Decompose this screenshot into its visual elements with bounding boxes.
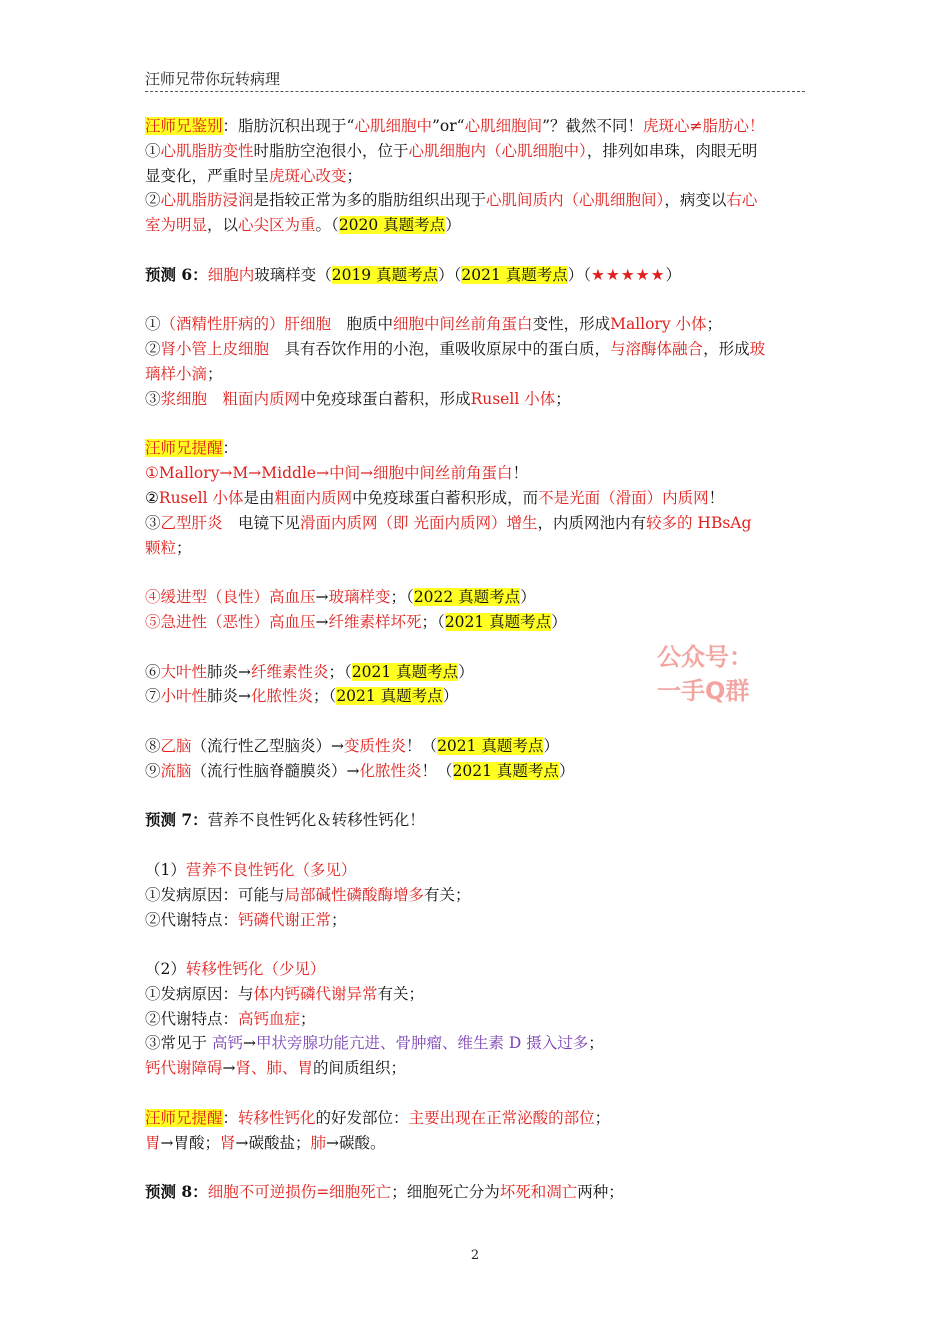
prediction-6-item-1: ①（酒精性肝病的）肝细胞 胞质中细胞中间丝前角蛋白变性，形成Mallory 小体； — [145, 315, 723, 334]
calcification-reminder-line-2: 胃→胃酸；肾→碳酸盐；肺→碳酸。 — [145, 1133, 386, 1152]
dystrophic-cause: ①发病原因：可能与局部碱性磷酸酶增多有关； — [145, 885, 471, 904]
reminder-line-3: ③乙型肝炎 电镜下见滑面内质网（即 光面内质网）增生，内质网池内有较多的 HBsAg — [145, 513, 752, 532]
note-label: 汪师兄提醒 — [145, 439, 223, 458]
exam-tag: 2021 真题考点 — [461, 265, 568, 284]
exam-tag: 2021 真题考点 — [351, 662, 459, 681]
prediction-6-item-3: ③浆细胞 粗面内质网中免疫球蛋白蓄积，形成Rusell 小体； — [145, 389, 571, 408]
exam-tag: 2021 真题考点 — [437, 736, 544, 755]
encephalitis-line: ⑧乙脑（流行性乙型脑炎）→变质性炎！（2021 真题考点） — [145, 736, 559, 755]
meningitis-line: ⑨流脑（流行性脑脊髓膜炎）→化脓性炎！（2021 真题考点） — [145, 761, 575, 780]
metastatic-sites: 钙代谢障碍→肾、肺、胃的间质组织； — [145, 1059, 407, 1078]
note-label: 汪师兄鉴别 — [145, 117, 223, 135]
reminder-title: 汪师兄提醒： — [145, 439, 239, 458]
metastatic-cause: ①发病原因：与体内钙磷代谢异常有关； — [145, 984, 425, 1003]
prediction-6-item-2: ②肾小管上皮细胞 具有吞饮作用的小泡，重吸收原尿中的蛋白质，与溶酶体融合，形成玻 — [145, 340, 766, 359]
exam-tag: 2021 真题考点 — [452, 761, 559, 780]
exam-tag: 2021 真题考点 — [336, 687, 443, 706]
metastatic-calcification-heading: （2）转移性钙化（少见） — [145, 960, 326, 979]
star-rating: ★★★★★ — [591, 265, 666, 284]
identify-line-5: 室为明显，以心尖区为重。（2020 真题考点） — [145, 216, 461, 235]
watermark: 公众号： 一手Q群 — [657, 643, 753, 705]
prediction-7-title: 预测 7：营养不良性钙化＆转移性钙化！ — [145, 810, 425, 830]
hypertension-malignant-line: ⑤急进性（恶性）高血压→纤维素样坏死；（2021 真题考点） — [145, 612, 567, 631]
page-header: 汪师兄带你玩转病理 — [145, 70, 281, 88]
hypertension-benign-line: ④缓进型（良性）高血压→玻璃样变；（2022 真题考点） — [145, 588, 536, 607]
prediction-8-title: 预测 8：细胞不可逆损伤=细胞死亡；细胞死亡分为坏死和凋亡两种； — [145, 1182, 624, 1202]
identify-line-2: ①心肌脂肪变性时脂肪空泡很小，位于心肌细胞内（心肌细胞中），排列如串珠，肉眼无明 — [145, 141, 758, 160]
note-label: 汪师兄提醒 — [145, 1108, 223, 1127]
identify-line-4: ②心肌脂肪浸润是指较正常为多的脂肪组织出现于心肌间质内（心肌细胞间），病变以右心 — [145, 191, 758, 210]
dystrophic-calcification-heading: （1）营养不良性钙化（多见） — [145, 860, 357, 879]
identify-line-1: 汪师兄鉴别：脂肪沉积出现于“心肌细胞中”or“心肌细胞间”？截然不同！虎斑心≠脂肪心！ — [145, 117, 765, 135]
header-divider — [145, 91, 805, 92]
identify-line-3: 显变化，严重时呈虎斑心改变； — [145, 166, 363, 185]
metastatic-common-causes: ③常见于 高钙→甲状旁腺功能亢进、骨肿瘤、维生素 D 摄入过多； — [145, 1034, 604, 1053]
exam-tag: 2022 真题考点 — [413, 588, 521, 607]
reminder-line-3-cont: 颗粒； — [145, 538, 192, 557]
prediction-6-item-2-cont: 璃样小滴； — [145, 364, 223, 383]
exam-tag: 2020 真题考点 — [338, 216, 446, 235]
page-number: 2 — [470, 1248, 480, 1263]
dystrophic-metabolism: ②代谢特点：钙磷代谢正常； — [145, 910, 347, 929]
lobar-pneumonia-line: ⑥大叶性肺炎→纤维素性炎；（2021 真题考点） — [145, 662, 474, 681]
reminder-line-1: ①Mallory→M→Middle→中间→细胞中间丝前角蛋白！ — [145, 464, 529, 483]
exam-tag: 2021 真题考点 — [444, 612, 552, 631]
lobular-pneumonia-line: ⑦小叶性肺炎→化脓性炎；（2021 真题考点） — [145, 687, 459, 706]
calcification-reminder-line-1: 汪师兄提醒：转移性钙化的好发部位：主要出现在正常泌酸的部位； — [145, 1108, 611, 1127]
metastatic-metabolism: ②代谢特点：高钙血症； — [145, 1009, 316, 1028]
prediction-6-title: 预测 6：细胞内玻璃样变（2019 真题考点）（2021 真题考点）（★★★★★） — [145, 264, 681, 284]
reminder-line-2: ②Rusell 小体是由粗面内质网中免疫球蛋白蓄积形成，而不是光面（滑面）内质网！ — [145, 488, 725, 507]
exam-tag: 2019 真题考点 — [331, 265, 439, 284]
